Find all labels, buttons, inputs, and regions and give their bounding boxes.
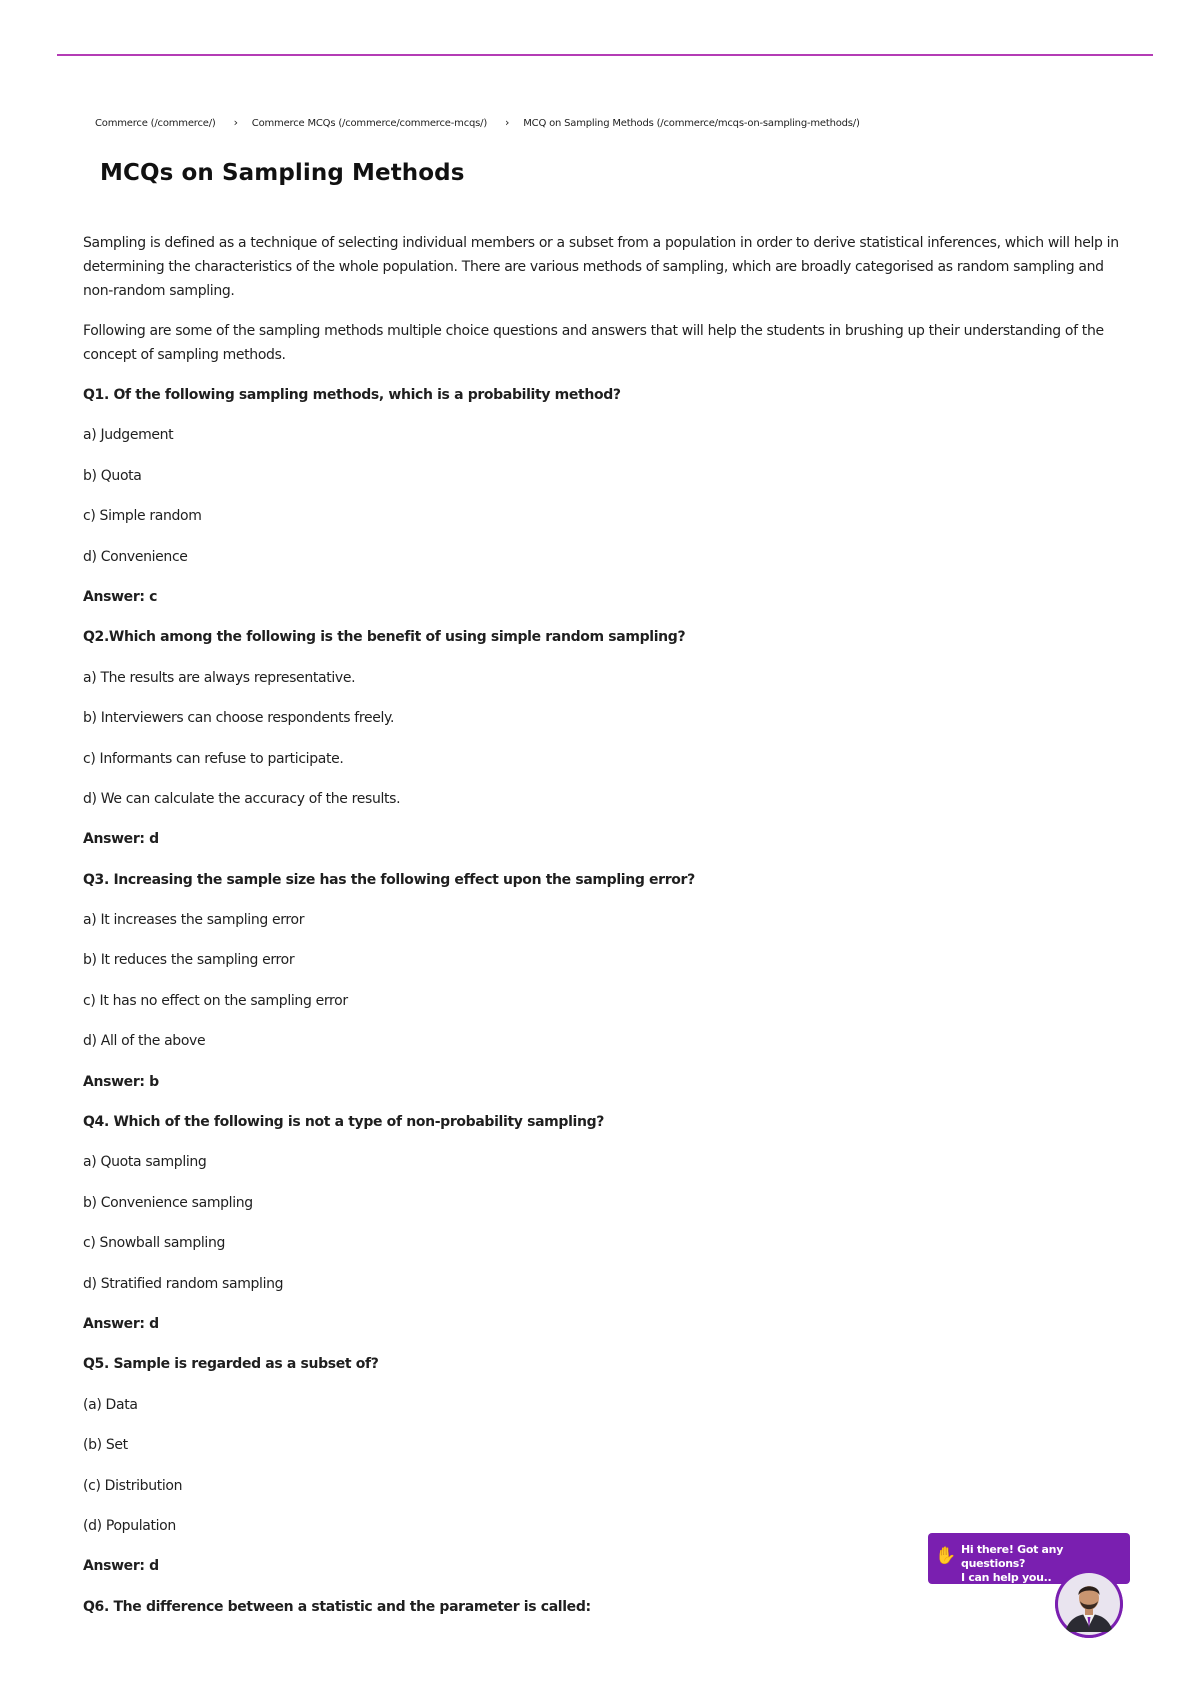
answer: Answer: d [83,1315,159,1332]
answer: Answer: c [83,588,158,605]
question-number: Q5. [83,1356,109,1373]
question [83,383,1130,407]
question-number: Q2. [83,629,109,646]
option: b) Interviewers can choose respondents freely. [83,710,395,727]
option: (d) Population [83,1517,176,1534]
question [83,1595,1130,1619]
chat-prompt-line-1: Hi there! Got any questions? [961,1543,1064,1570]
question-text: Sample is regarded as a subset of? [113,1356,379,1373]
answer: Answer: b [83,1073,159,1090]
question [83,625,1130,649]
page-title: MCQs on Sampling Methods [100,160,465,186]
questions-list [83,383,1130,1619]
option: d) Convenience [83,548,188,565]
question-number: Q3. [83,871,109,888]
avatar-icon [1055,1570,1123,1638]
breadcrumb-separator: › [233,116,238,129]
option: d) Stratified random sampling [83,1275,284,1292]
answer: Answer: d [83,1558,159,1575]
option: b) It reduces the sampling error [83,952,295,969]
option: c) Simple random [83,508,202,525]
intro-paragraph: Sampling is defined as a technique of selecting individual members or a subset from a population in order to derive statistical inferences, which will help in determining the characteristics of the whole population. There are various methods of sampling, which are broadly categorised as random sampling and non-random sampling. [83,235,1119,299]
waving-hand-icon: ✋ [935,1546,956,1566]
option: d) All of the above [83,1033,206,1050]
option: a) Quota sampling [83,1154,207,1171]
option: a) It increases the sampling error [83,912,305,929]
option: c) Snowball sampling [83,1235,226,1252]
option: a) Judgement [83,427,174,444]
question-text: Which among the following is the benefit of using simple random sampling? [108,629,686,646]
question [83,868,1130,892]
question [83,1352,1130,1376]
top-divider [57,54,1153,56]
answer: Answer: d [83,831,159,848]
option: (b) Set [83,1437,128,1454]
breadcrumb-commerce-mcqs[interactable]: Commerce MCQs (/commerce/commerce-mcqs/) [251,118,488,129]
question-text: Increasing the sample size has the following effect upon the sampling error? [113,871,695,888]
option: d) We can calculate the accuracy of the results. [83,790,401,807]
option: b) Convenience sampling [83,1194,253,1211]
breadcrumb-current-page[interactable]: MCQ on Sampling Methods (/commerce/mcqs-on-sampling-methods/) [523,118,860,129]
chat-prompt-line-2: I can help you.. [961,1571,1052,1584]
chat-avatar-button[interactable] [1055,1570,1123,1638]
question-number: Q6. [83,1598,109,1615]
option: a) The results are always representative. [83,669,356,686]
option: (a) Data [83,1396,138,1413]
option: (c) Distribution [83,1477,183,1494]
question-number: Q1. [83,387,109,403]
intro-paragraph: Following are some of the sampling methods multiple choice questions and answers that will help the students in brushing up their understanding of the concept of sampling methods. [83,323,1104,363]
option: c) Informants can refuse to participate. [83,750,344,767]
option: b) Quota [83,467,142,484]
question-text: Which of the following is not a type of non-probability sampling? [113,1114,605,1131]
breadcrumb-separator: › [505,116,510,129]
option: c) It has no effect on the sampling error [83,992,348,1009]
question-text: The difference between a statistic and the parameter is called: [113,1598,591,1615]
question-number: Q4. [83,1114,109,1131]
breadcrumb-commerce[interactable]: Commerce (/commerce/) [95,118,216,129]
question [83,1110,1130,1134]
article-body [83,231,1130,1635]
breadcrumb [95,116,860,129]
question-text: Of the following sampling methods, which is a probability method? [113,387,621,403]
